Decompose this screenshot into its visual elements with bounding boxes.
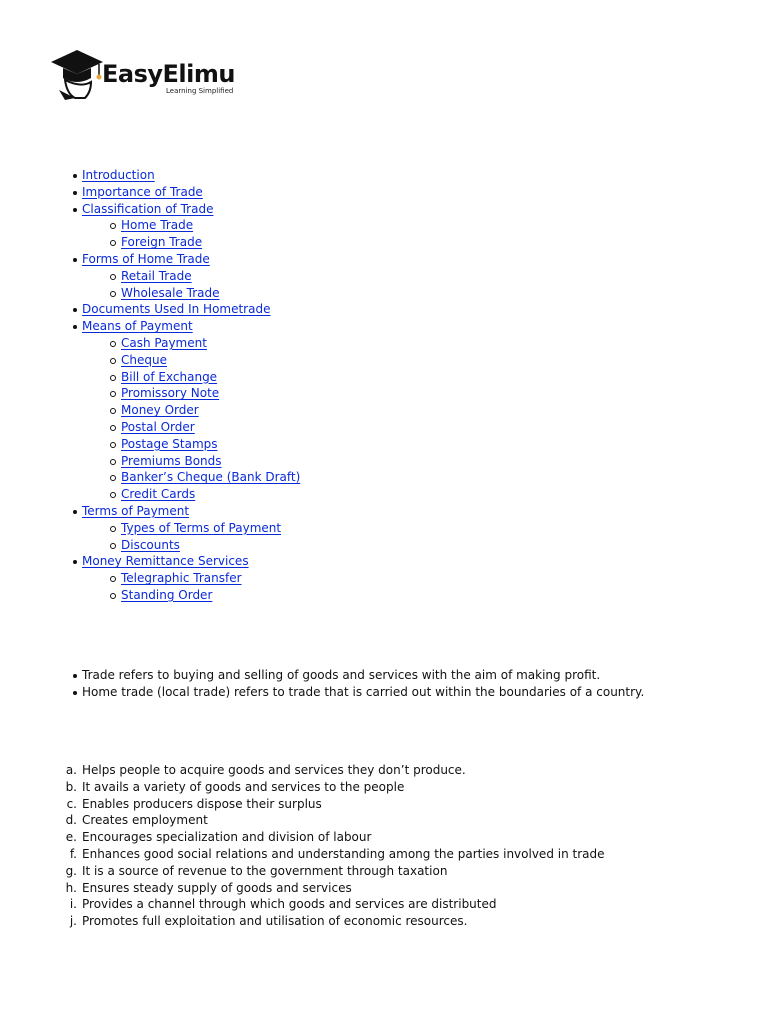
list-marker: f. (69, 846, 77, 861)
toc-link-foreign-trade[interactable]: Foreign Trade (121, 235, 203, 250)
toc-subitem-credit-cards (70, 486, 300, 503)
table-of-contents (70, 167, 300, 604)
toc-item-means-of-payment (70, 318, 300, 335)
toc-link-credit-cards[interactable]: Credit Cards (121, 487, 196, 502)
toc-link-banker-s-cheque-bank-draft[interactable]: Banker’s Cheque (Bank Draft) (121, 470, 301, 485)
list-item (58, 762, 605, 779)
list-marker: g. (65, 863, 77, 878)
list-marker: b. (65, 779, 77, 794)
toc-link-forms-of-home-trade[interactable]: Forms of Home Trade (82, 251, 210, 266)
list-marker: i. (69, 897, 77, 912)
list-item-text: Creates employment (82, 813, 208, 828)
toc-link-cash-payment[interactable]: Cash Payment (121, 335, 207, 350)
toc-item-classification-of-trade (70, 201, 300, 218)
toc-subitem-cheque (70, 352, 300, 369)
toc-link-cheque[interactable]: Cheque (121, 352, 167, 367)
list-item (58, 796, 605, 813)
toc-item-terms-of-payment (70, 503, 300, 520)
toc-subitem-retail-trade (70, 268, 300, 285)
toc-subitem-home-trade (70, 217, 300, 234)
list-item (58, 896, 605, 913)
list-item-text: Ensures steady supply of goods and services (82, 880, 352, 895)
toc-subitem-standing-order (70, 587, 300, 604)
toc-subitem-premiums-bonds (70, 453, 300, 470)
list-item (58, 880, 605, 897)
toc-subitem-promissory-note (70, 385, 300, 402)
toc-link-home-trade[interactable]: Home Trade (121, 218, 194, 233)
toc-link-terms-of-payment[interactable]: Terms of Payment (82, 503, 190, 518)
tassel-dot (97, 75, 102, 80)
list-item: Trade refers to buying and selling of goods and services with the aim of making profit. (70, 667, 644, 684)
toc-link-introduction[interactable]: Introduction (82, 168, 155, 182)
toc-link-means-of-payment[interactable]: Means of Payment (82, 319, 193, 334)
toc-subitem-wholesale-trade (70, 285, 300, 302)
toc-subitem-money-order (70, 402, 300, 419)
toc-link-wholesale-trade[interactable]: Wholesale Trade (121, 285, 220, 300)
list-item-text: Helps people to acquire goods and services they don’t produce. (82, 763, 466, 777)
list-marker: e. (65, 830, 77, 845)
toc-link-postal-order[interactable]: Postal Order (121, 419, 195, 434)
toc-item-forms-of-home-trade (70, 251, 300, 268)
toc-link-money-remittance-services[interactable]: Money Remittance Services (82, 554, 249, 569)
toc-link-classification-of-trade[interactable]: Classification of Trade (82, 201, 214, 216)
toc-item-money-remittance-services (70, 553, 300, 570)
toc-subitem-telegraphic-transfer (70, 570, 300, 587)
toc-subitem-discounts (70, 537, 300, 554)
list-item-text: Enables producers dispose their surplus (82, 796, 322, 811)
brand-tagline: Learning Simplified (166, 87, 234, 95)
list-marker: h. (65, 880, 77, 895)
toc-link-discounts[interactable]: Discounts (121, 537, 180, 552)
toc-link-types-of-terms-of-payment[interactable]: Types of Terms of Payment (121, 520, 282, 535)
list-item (58, 829, 605, 846)
list-item-text: Provides a channel through which goods and services are distributed (82, 897, 497, 912)
easyelimu-logo[interactable] (51, 46, 251, 100)
toc-link-retail-trade[interactable]: Retail Trade (121, 268, 192, 283)
toc-item-introduction (70, 167, 300, 184)
list-item-text: It is a source of revenue to the government through taxation (82, 863, 448, 878)
toc-subitem-banker-s-cheque-bank-draft (70, 469, 300, 486)
importance-points (58, 762, 605, 930)
toc-link-promissory-note[interactable]: Promissory Note (121, 386, 220, 401)
list-item-text: Enhances good social relations and understanding among the parties involved in trade (82, 846, 605, 861)
list-marker: d. (65, 813, 77, 828)
list-item (58, 846, 605, 863)
toc-link-importance-of-trade[interactable]: Importance of Trade (82, 184, 203, 199)
list-item: Home trade (local trade) refers to trade that is carried out within the boundaries of a country. (70, 684, 644, 701)
list-marker: c. (66, 796, 77, 811)
list-item-text: It avails a variety of goods and services to the people (82, 779, 405, 794)
toc-item-importance-of-trade (70, 184, 300, 201)
toc-link-standing-order[interactable]: Standing Order (121, 587, 213, 602)
toc-link-money-order[interactable]: Money Order (121, 403, 199, 418)
toc-link-premiums-bonds[interactable]: Premiums Bonds (121, 453, 222, 468)
toc-subitem-bill-of-exchange (70, 369, 300, 386)
brand-name: EasyElimu (102, 60, 235, 88)
toc-subitem-postage-stamps (70, 436, 300, 453)
list-item-text: Promotes full exploitation and utilisation of economic resources. (82, 914, 468, 929)
introduction-points (70, 667, 644, 701)
toc-subitem-types-of-terms-of-payment (70, 520, 300, 537)
list-item (58, 863, 605, 880)
toc-link-postage-stamps[interactable]: Postage Stamps (121, 436, 218, 451)
list-item (58, 812, 605, 829)
list-marker: a. (65, 763, 77, 777)
list-item (58, 779, 605, 796)
list-item-text: Encourages specialization and division of labour (82, 830, 372, 845)
toc-subitem-foreign-trade (70, 234, 300, 251)
toc-link-bill-of-exchange[interactable]: Bill of Exchange (121, 369, 218, 384)
toc-link-telegraphic-transfer[interactable]: Telegraphic Transfer (121, 571, 242, 586)
list-marker: j. (69, 914, 77, 929)
toc-item-documents-used-in-hometrade (70, 301, 300, 318)
toc-subitem-cash-payment (70, 335, 300, 352)
toc-link-documents-used-in-hometrade[interactable]: Documents Used In Hometrade (82, 302, 271, 317)
list-item (58, 913, 605, 930)
toc-subitem-postal-order (70, 419, 300, 436)
